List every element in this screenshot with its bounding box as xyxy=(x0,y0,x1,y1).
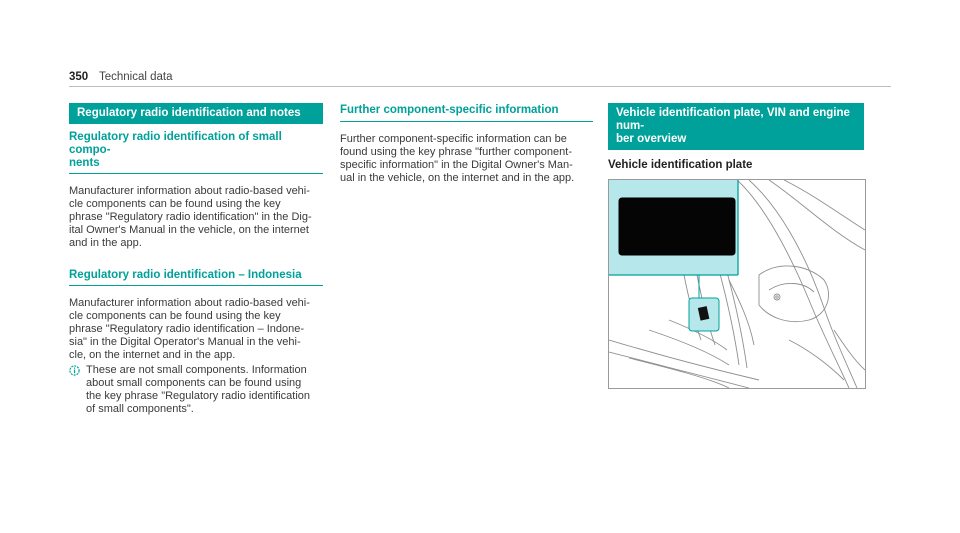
page-number: 350 xyxy=(69,71,89,83)
header-rule xyxy=(69,86,891,87)
section-bar-regulatory xyxy=(69,103,323,124)
paragraph-component-info: Further component-specific information can be found using the key phrase "further component- specific information" in the Digital Owner's Man- ual in the vehicle, on the internet and in the app. xyxy=(340,133,575,184)
section-title: Technical data xyxy=(99,71,173,83)
section-bar-vehicle: Vehicle identification plate, VIN and engine num- ber overview xyxy=(608,103,864,150)
vehicle-plate-closeup xyxy=(619,198,735,255)
subheading-component-info: Further component-specific information xyxy=(340,104,593,122)
subheading-vehicle-plate: Vehicle identification plate xyxy=(608,159,753,171)
subheading-indonesia: Regulatory radio identification – Indonesia xyxy=(69,269,323,286)
info-circle-icon xyxy=(69,365,80,376)
paragraph-small-components: Manufacturer information about radio-based vehi- cle components can be found using the key phrase "Regulatory radio identification" in the Dig- ital Owner's Manual in the vehicle, on the internet and in the app. xyxy=(69,185,312,249)
paragraph-indonesia: Manufacturer information about radio-based vehi- cle components can be found using the key phrase "Regulatory radio identification – Indone- sia" in the Digital Operator's Manual in the vehi- cle, on the internet and in the app. xyxy=(69,297,310,361)
subheading-small-components: Regulatory radio identification of small compo- nents xyxy=(69,131,323,174)
column-regulatory xyxy=(69,103,323,416)
note-block xyxy=(69,364,323,416)
column-vehicle-plate xyxy=(608,103,864,389)
vehicle-plate-figure xyxy=(608,179,866,389)
column-component-info xyxy=(340,103,593,185)
car-interior-illustration xyxy=(609,180,865,388)
note-text: These are not small components. Information about small components can be found using the key phrase "Regulatory radio identification of small components". xyxy=(86,364,311,415)
section-bar-title: Regulatory radio identification and notes xyxy=(77,107,301,119)
